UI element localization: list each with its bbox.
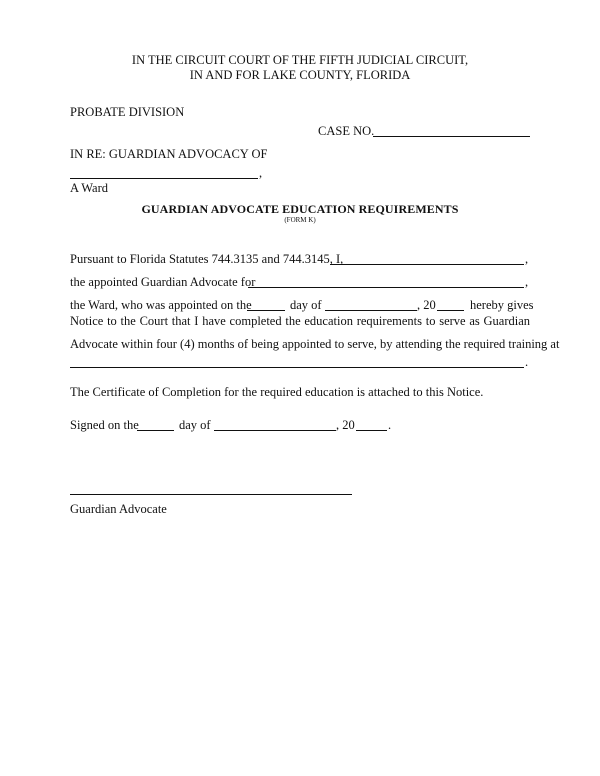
body-line4: Notice to the Court that I have completed the education requirements to serve as Guardian	[70, 314, 530, 328]
body-line3-b: day of	[290, 298, 322, 312]
body-line3-d: hereby gives	[470, 298, 534, 312]
division-label: PROBATE DIVISION	[70, 105, 185, 119]
ward-comma: ,	[259, 166, 263, 180]
body-line2-end: ,	[525, 275, 529, 289]
appointed-day-field[interactable]	[247, 299, 285, 311]
ward-label: A Ward	[70, 181, 108, 195]
certificate-text: The Certificate of Completion for the required education is attached to this Notice.	[70, 385, 484, 399]
guardian-name-field[interactable]	[330, 253, 524, 265]
form-label: (FORM K)	[284, 216, 316, 224]
appointed-month-field[interactable]	[325, 299, 417, 311]
training-location-field[interactable]	[70, 356, 524, 368]
body-line1-end: ,	[525, 252, 529, 266]
court-header-line2: IN AND FOR LAKE COUNTY, FLORIDA	[189, 68, 411, 82]
appointed-year-field[interactable]	[437, 299, 464, 311]
ward-name-field-2[interactable]	[248, 276, 524, 288]
body-line3-a: the Ward, who was appointed on the	[70, 298, 252, 312]
signed-day-field[interactable]	[137, 419, 174, 431]
body-line3-c: , 20	[417, 298, 436, 312]
signed-month-field[interactable]	[214, 419, 336, 431]
signed-d: .	[388, 418, 392, 432]
signature-label: Guardian Advocate	[70, 502, 167, 516]
signed-year-field[interactable]	[356, 419, 387, 431]
signed-a: Signed on the	[70, 418, 139, 432]
signed-c: , 20	[336, 418, 355, 432]
body-line6-end: .	[525, 355, 529, 369]
body-line1-text: Pursuant to Florida Statutes 744.3135 and 744.3145, I,	[70, 252, 344, 266]
body-line2-text: the appointed Guardian Advocate for	[70, 275, 256, 289]
signed-b: day of	[179, 418, 211, 432]
case-no-label: CASE NO.	[318, 124, 375, 138]
document-title: GUARDIAN ADVOCATE EDUCATION REQUIREMENTS	[141, 202, 459, 216]
ward-name-field[interactable]	[70, 167, 258, 179]
in-re-label: IN RE: GUARDIAN ADVOCACY OF	[70, 147, 268, 161]
signature-line[interactable]	[70, 483, 352, 495]
body-line5: Advocate within four (4) months of being appointed to serve, by attending the required training at	[70, 337, 560, 351]
case-no-field[interactable]	[373, 125, 530, 137]
court-header-line1: IN THE CIRCUIT COURT OF THE FIFTH JUDICIAL CIRCUIT,	[131, 53, 469, 67]
